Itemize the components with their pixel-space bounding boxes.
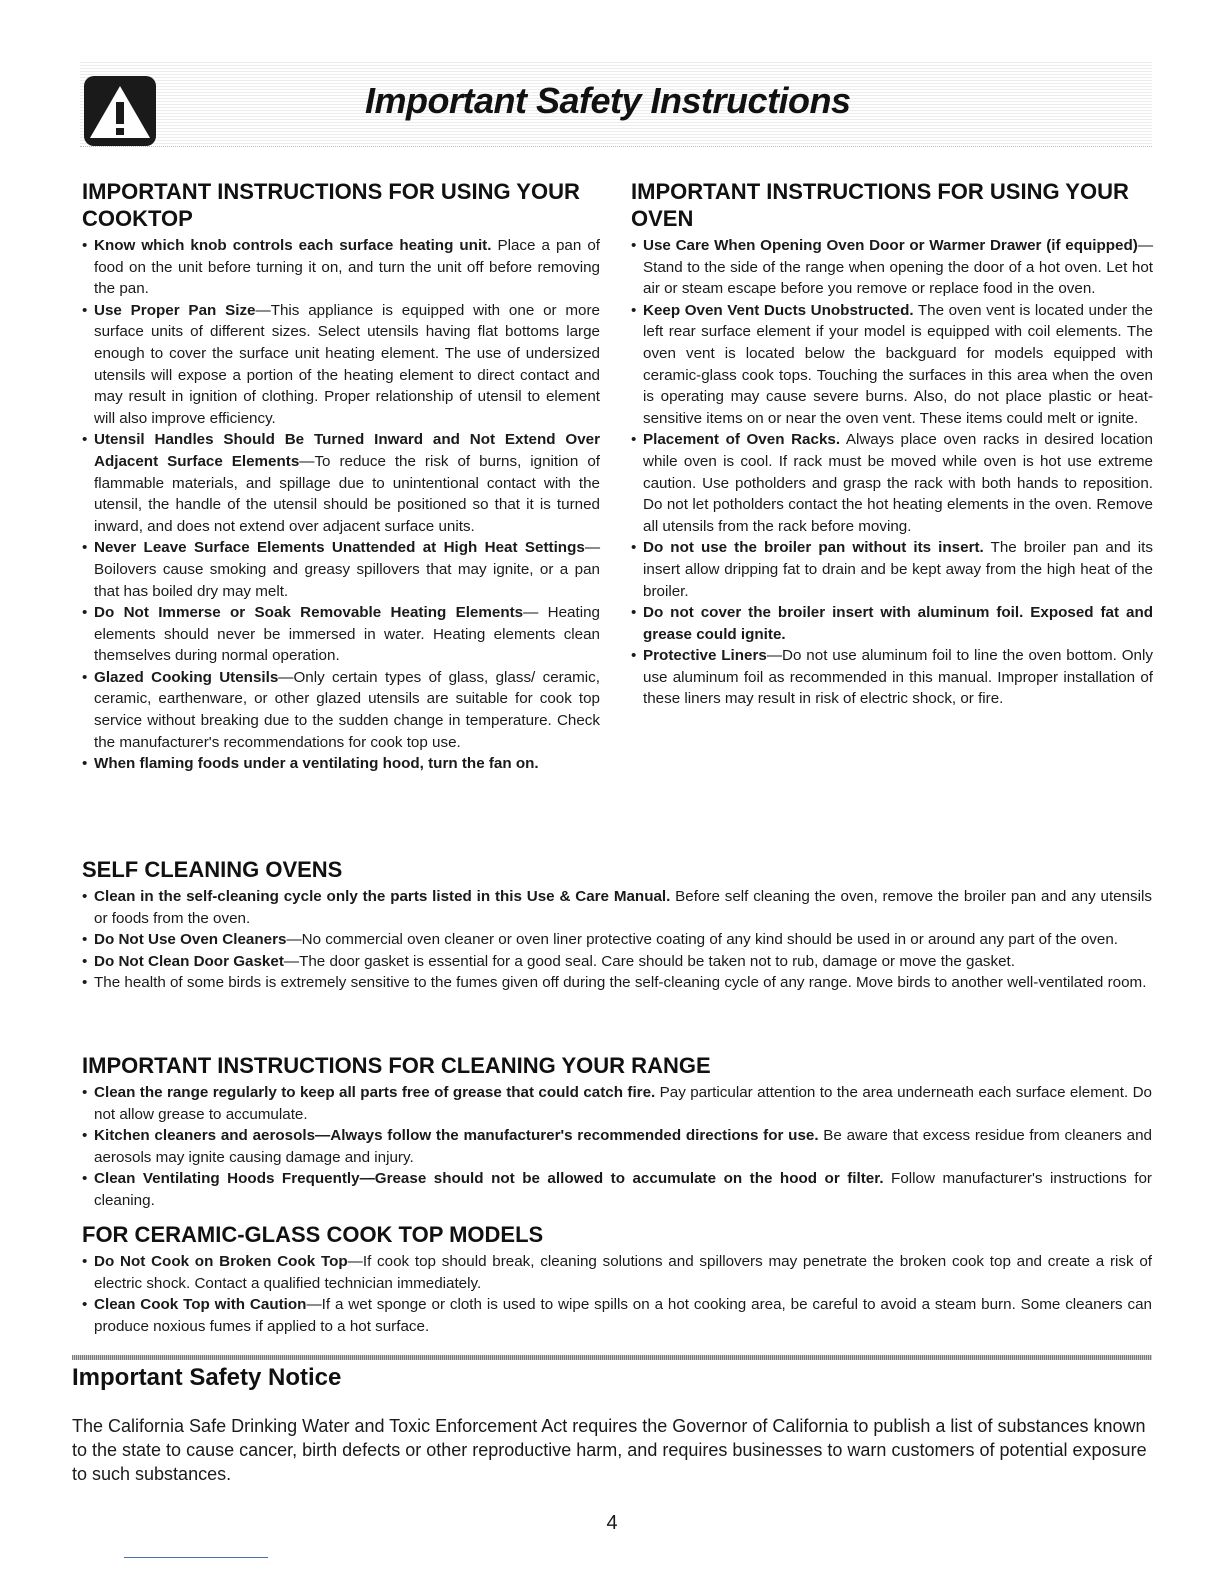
cooktop-list <box>82 235 600 775</box>
item-bold-text: Keep Oven Vent Ducts Unobstructed. <box>643 301 914 319</box>
item-bold-text: Do Not Immerse or Soak Removable Heating Elements <box>94 604 524 622</box>
list-item <box>631 429 1153 537</box>
self-cleaning-section <box>82 856 1152 994</box>
oven-heading: IMPORTANT INSTRUCTIONS FOR USING YOUR OVEN <box>631 179 1129 231</box>
list-item <box>82 537 600 602</box>
item-text: —The door gasket is essential for a good seal. Care should be taken not to rub, damage or move the gasket. <box>283 952 1015 970</box>
item-text: The oven vent is located under the left rear surface element if your model is equipped with coil elements. The oven vent is located below the backguard for models equipped with ceramic-glass cook tops. Touching the surfaces in this area when the oven is operating may cause severe burns. Also, do not place plastic or heat-sensitive items on or near the oven vent. These items could melt or ignite. <box>643 301 1153 427</box>
item-bold-text: Do Not Use Oven Cleaners <box>94 931 287 949</box>
list-item <box>82 300 600 430</box>
list-item <box>631 300 1153 430</box>
page-number: 4 <box>606 1512 618 1534</box>
list-item <box>82 753 600 775</box>
warning-triangle-icon <box>84 76 156 146</box>
item-text: — Heating elements should never be immersed in water. Heating elements clean themselves during normal operation. <box>94 604 600 665</box>
cooktop-heading: IMPORTANT INSTRUCTIONS FOR USING YOUR COOKTOP <box>82 179 580 231</box>
list-item <box>82 602 600 667</box>
item-bold-text: Placement of Oven Racks. <box>643 431 841 449</box>
list-item <box>82 886 1152 929</box>
item-bold-text: Protective Liners <box>643 647 767 665</box>
notice-heading: Important Safety Notice <box>72 1364 342 1391</box>
list-item <box>82 1251 1152 1294</box>
item-text: —Do not use aluminum foil to line the oven bottom. Only use aluminum foil as recommended in this manual. Improper installation of these liners may result in risk of electric shock, or fire. <box>643 647 1153 708</box>
item-text: Always place oven racks in desired location while oven is cool. If rack must be moved while oven is hot use extreme caution. Use potholders and grasp the rack with both hands to reposition. Do not let potholders contact the hot heating elements in the oven. Remove all utensils from the rack before moving. <box>643 431 1153 535</box>
item-text: —To reduce the risk of burns, ignition of flammable materials, and spillage due to unintentional contact with the utensil, the handle of the utensil should be positioned so that it is turned inward, and does not extend over adjacent surface units. <box>94 452 600 535</box>
cleaning-range-list <box>82 1082 1152 1212</box>
list-item <box>82 951 1152 973</box>
item-bold-text: Use Proper Pan Size <box>94 301 256 319</box>
notice-body: The California Safe Drinking Water and Toxic Enforcement Act requires the Governor of California to publish a list of substances known to the state to cause cancer, birth defects or other reproductive harm, and requires businesses to warn customers of potential exposure to such substances. <box>72 1416 1147 1484</box>
item-bold-text: Do Not Cook on Broken Cook Top <box>94 1253 348 1270</box>
item-bold-text: Utensil Handles Should Be Turned Inward and Not Extend Over Adjacent Surface Elements <box>94 431 600 470</box>
oven-section <box>631 178 1153 710</box>
header-banner <box>80 60 1152 147</box>
list-item <box>82 929 1152 951</box>
self-cleaning-heading: SELF CLEANING OVENS <box>82 857 343 882</box>
item-text: —This appliance is equipped with one or more surface units of different sizes. Select utensils having flat bottoms large enough to cover the surface unit heating element. The use of undersized utensils will expose a portion of the heating element to direct contact and may result in ignition of clothing. Proper relationship of utensil to element will also improve efficiency. <box>94 301 600 427</box>
item-text: —If a wet sponge or cloth is used to wipe spills on a hot cooking area, be careful to avoid a steam burn. Some cleaners can produce noxious fumes if applied to a hot surface. <box>94 1296 1152 1335</box>
page-title: Important Safety Instructions <box>365 80 851 121</box>
item-text: Be aware that excess residue from cleaners and aerosols may ignite causing damage and injury. <box>94 1127 1152 1166</box>
item-bold-text: Clean the range regularly to keep all parts free of grease that could catch fire. <box>94 1084 656 1101</box>
item-bold-text: Glazed Cooking Utensils <box>94 668 279 686</box>
footer-link-underline <box>124 1557 268 1558</box>
item-text: Pay particular attention to the area underneath each surface element. Do not allow grease to accumulate. <box>94 1084 1152 1123</box>
item-bold-text: When flaming foods under a ventilating hood, turn the fan on. <box>94 755 539 773</box>
list-item <box>631 602 1153 645</box>
oven-list <box>631 235 1153 710</box>
item-bold-text: Do Not Clean Door Gasket <box>94 952 284 970</box>
item-text: The broiler pan and its insert allow dripping fat to drain and be kept away from the high heat of the broiler. <box>643 539 1153 600</box>
cleaning-range-heading: IMPORTANT INSTRUCTIONS FOR CLEANING YOUR RANGE <box>82 1053 711 1078</box>
cooktop-section <box>82 178 600 775</box>
item-bold-text: Do not use the broiler pan without its insert. <box>643 539 984 557</box>
ceramic-list <box>82 1251 1152 1337</box>
item-text: —Boilovers cause smoking and greasy spillovers that may ignite, or a pan that has boiled dry may melt. <box>94 539 600 600</box>
divider <box>72 1355 1152 1360</box>
item-bold-text: Clean Ventilating Hoods Frequently—Grease should not be allowed to accumulate on the hood or filter. <box>94 1170 884 1188</box>
list-item <box>82 1168 1152 1211</box>
item-text: —Stand to the side of the range when opening the door of a hot oven. Let hot air or steam escape before you remove or replace food in the oven. <box>643 237 1153 298</box>
item-bold-text: Clean Cook Top with Caution <box>94 1296 307 1314</box>
item-text: The health of some birds is extremely sensitive to the fumes given off during the self-cleaning cycle of any range. Move birds to another well-ventilated room. <box>94 974 1147 992</box>
list-item <box>82 1294 1152 1337</box>
item-bold-text: Do not cover the broiler insert with aluminum foil. Exposed fat and grease could ignite. <box>643 604 1153 643</box>
item-text: Before self cleaning the oven, remove the broiler pan and any utensils or foods from the oven. <box>94 888 1152 927</box>
item-bold-text: Clean in the self-cleaning cycle only the parts listed in this Use & Care Manual. <box>94 888 671 905</box>
item-bold-text: Kitchen cleaners and aerosols—Always follow the manufacturer's recommended directions for use. <box>94 1127 819 1145</box>
cleaning-range-section <box>82 1052 1152 1212</box>
item-bold-text: Use Care When Opening Oven Door or Warmer Drawer (if equipped) <box>643 237 1138 254</box>
item-bold-text: Know which knob controls each surface heating unit. <box>94 237 492 254</box>
list-item <box>82 667 600 753</box>
list-item <box>631 537 1153 602</box>
list-item <box>82 972 1152 994</box>
item-text: Place a pan of food on the unit before turning it on, and turn the unit off before removing the pan. <box>94 237 600 298</box>
list-item <box>82 1082 1152 1125</box>
item-text: —No commercial oven cleaner or oven liner protective coating of any kind should be used in or around any part of the oven. <box>286 931 1119 949</box>
ceramic-heading: FOR CERAMIC-GLASS COOK TOP MODELS <box>82 1222 544 1247</box>
item-bold-text: Never Leave Surface Elements Unattended at High Heat Settings <box>94 539 585 557</box>
item-text: —If cook top should break, cleaning solutions and spillovers may penetrate the broken cook top and create a risk of electric shock. Contact a qualified technician immediately. <box>94 1253 1152 1292</box>
self-cleaning-list <box>82 886 1152 994</box>
item-text: Follow manufacturer's instructions for cleaning. <box>94 1170 1152 1209</box>
list-item <box>82 429 600 537</box>
list-item <box>82 235 600 300</box>
list-item <box>631 645 1153 710</box>
list-item <box>631 235 1153 300</box>
list-item <box>82 1125 1152 1168</box>
item-text: —Only certain types of glass, glass/ ceramic, ceramic, earthenware, or other glazed utensils are suitable for cook top service without breaking due to the sudden change in temperature. Check the manufacturer's recommendations for cook top use. <box>94 668 600 751</box>
ceramic-section <box>82 1221 1152 1337</box>
